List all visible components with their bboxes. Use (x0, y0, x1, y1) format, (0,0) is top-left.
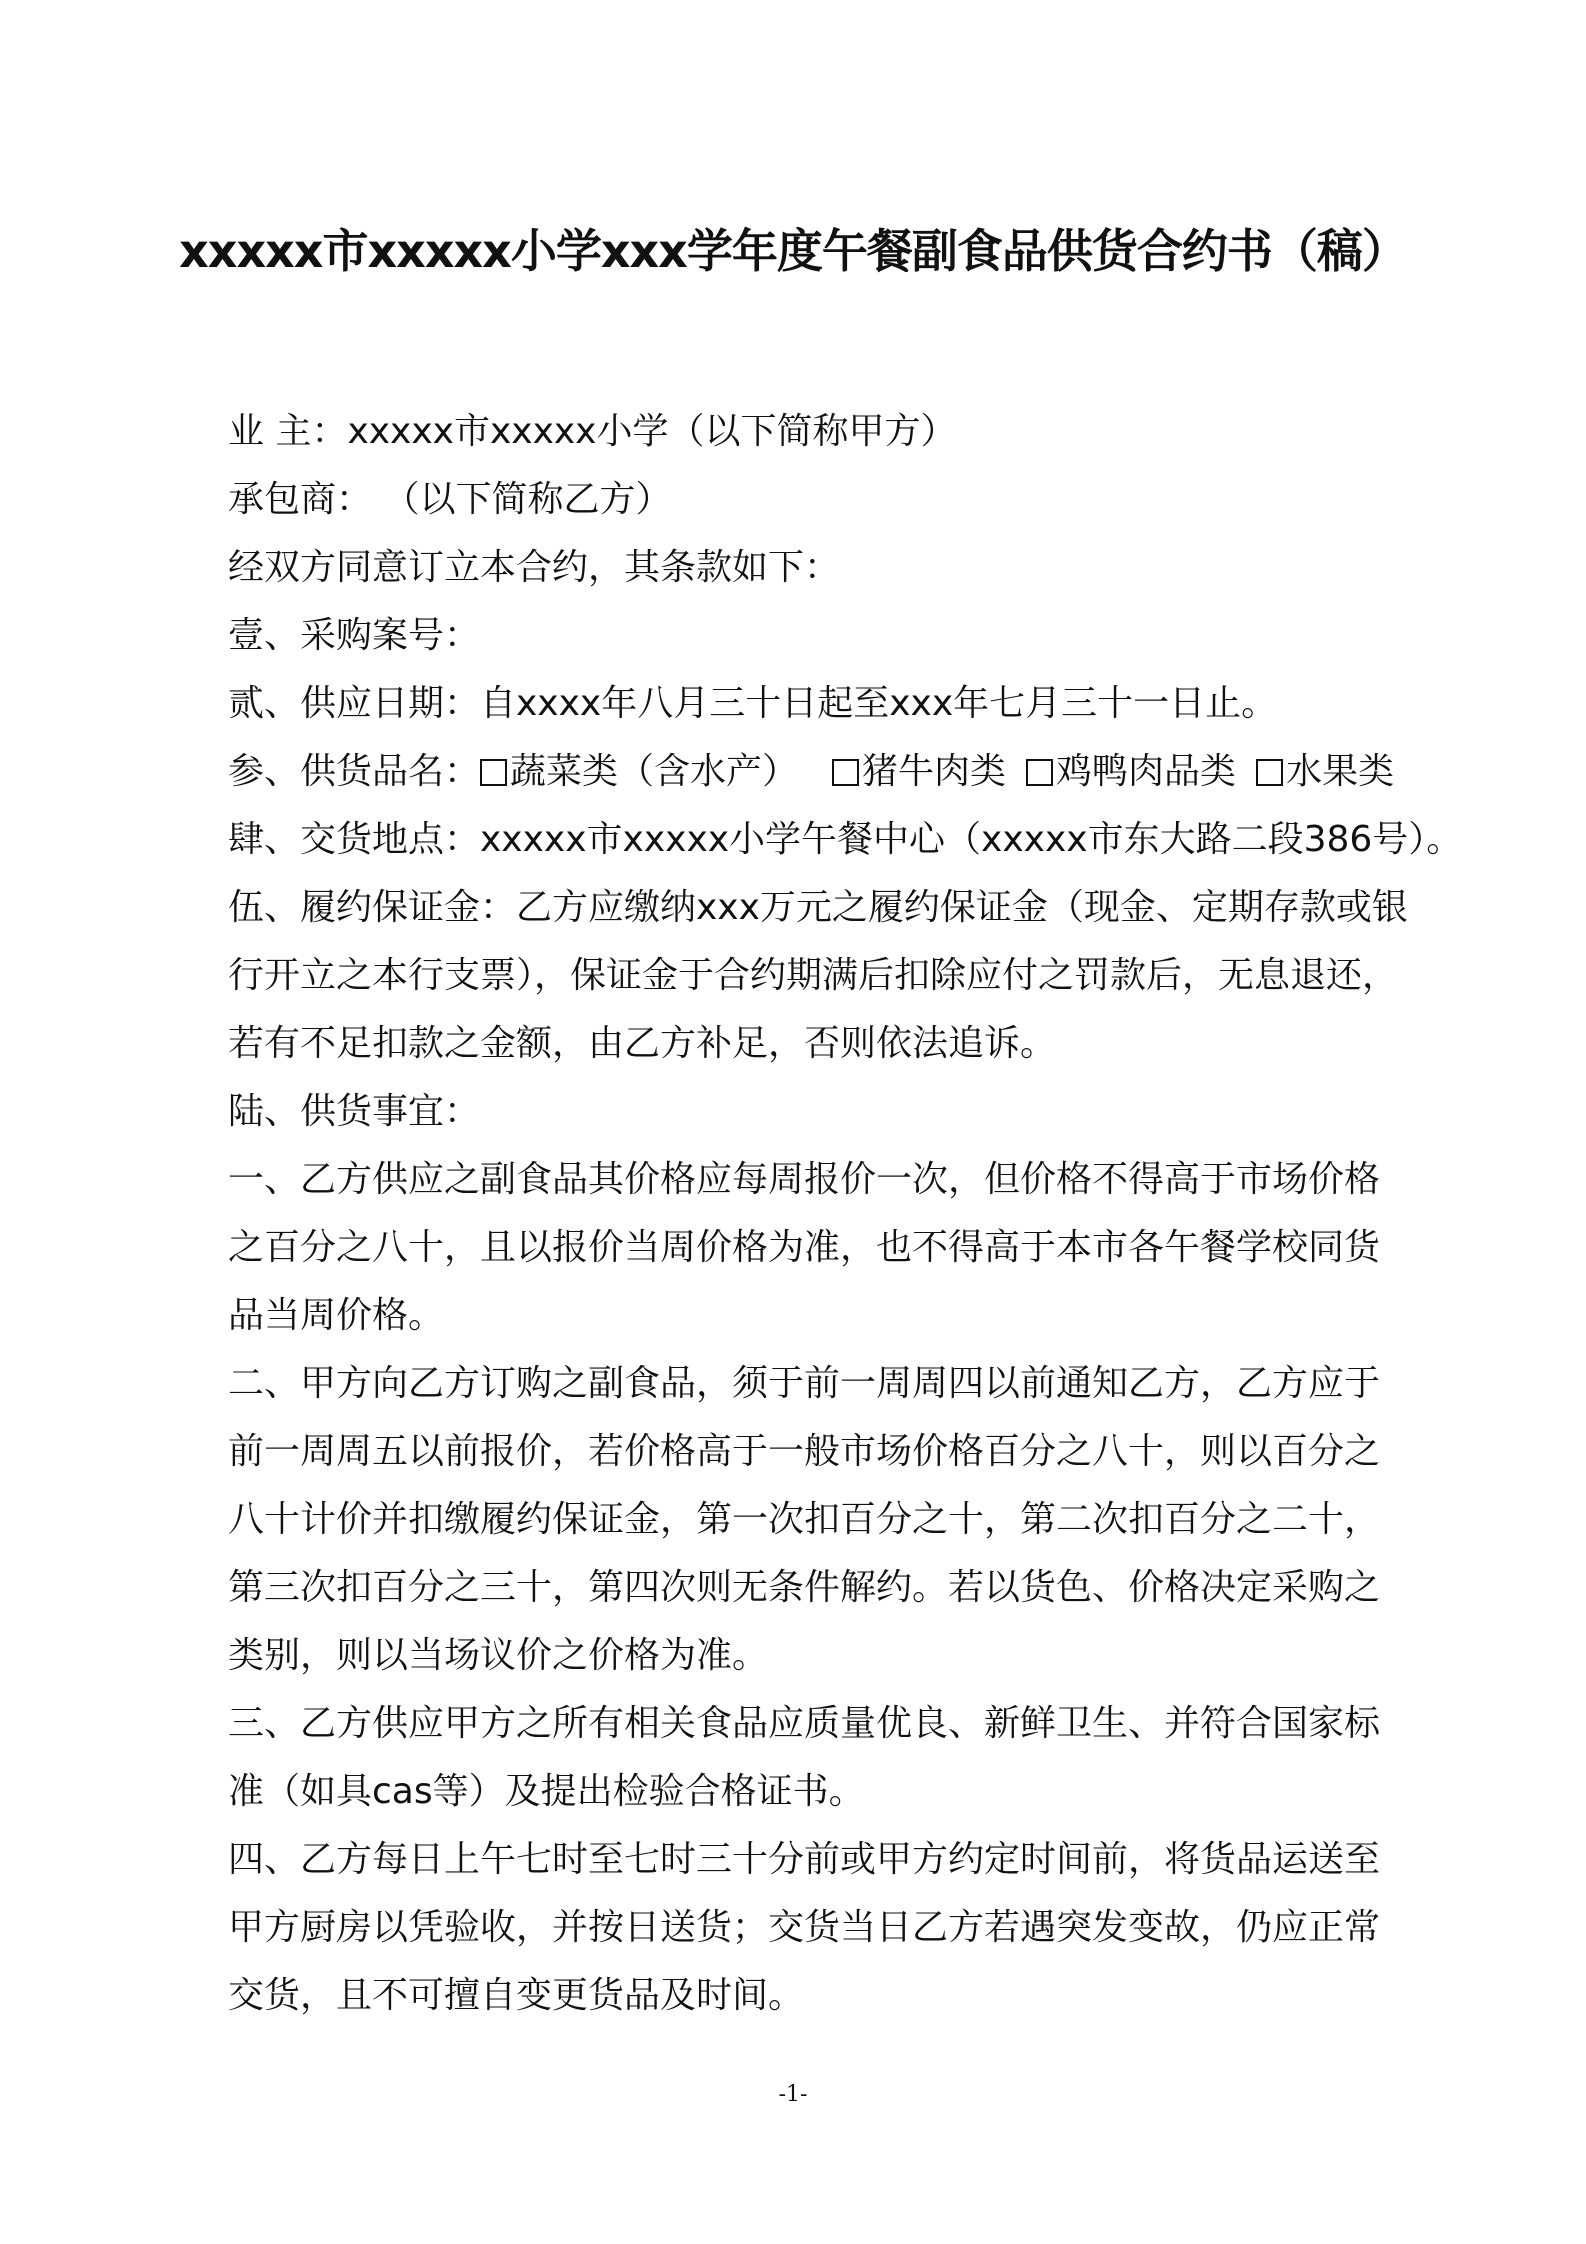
contract-body (228, 398, 1463, 2030)
clause-2-supply-period: 贰、供应日期：自xxxx年八月三十日起至xxx年七月三十一日止。 (228, 683, 1278, 724)
checkbox-icon (1026, 759, 1053, 786)
party-b-line: 承包商： （以下简称乙方） (228, 479, 672, 520)
item-1-line: 一、乙方供应之副食品其价格应每周报价一次，但价格不得高于市场价格 (228, 1159, 1381, 1200)
goods-option-label: 鸡鸭肉品类 (1056, 751, 1237, 792)
clause-3-goods-line (228, 738, 1428, 806)
page-number: -1- (778, 2082, 808, 2107)
item-2-line: 类别，则以当场议价之价格为准。 (228, 1635, 769, 1676)
clause-5-deposit-line: 行开立之本行支票），保证金于合约期满后扣除应付之罚款后，无息退还， (228, 955, 1399, 996)
goods-line-prefix: 参、供货品名： (228, 751, 481, 792)
goods-option-vegetables[interactable] (480, 738, 798, 806)
agreement-intro-line: 经双方同意订立本合约，其条款如下： (228, 547, 841, 588)
item-4-line: 交货，且不可擅自变更货品及时间。 (228, 1975, 805, 2016)
goods-option-label: 水果类 (1286, 751, 1395, 792)
item-2-line: 八十计价并扣缴履约保证金，第一次扣百分之十，第二次扣百分之二十， (228, 1499, 1381, 1540)
party-a-line: 业 主：xxxxx市xxxxx小学（以下简称甲方） (228, 411, 957, 452)
checkbox-icon (1256, 759, 1283, 786)
clause-4-delivery-location: 肆、交货地点：xxxxx市xxxxx小学午餐中心（xxxxx市东大路二段386号）。 (228, 819, 1463, 860)
goods-option-pork-beef[interactable] (832, 738, 1006, 806)
checkbox-icon (832, 759, 859, 786)
checkbox-icon (480, 759, 507, 786)
item-4-line: 甲方厨房以凭验收，并按日送货；交货当日乙方若遇突发变故，仍应正常 (228, 1907, 1381, 1948)
item-4-line: 四、乙方每日上午七时至七时三十分前或甲方约定时间前，将货品运送至 (228, 1839, 1381, 1880)
clause-6-heading: 陆、供货事宜： (228, 1091, 481, 1132)
document-title: xxxxx市xxxxx小学xxx学年度午餐副食品供货合约书（稿） (179, 224, 1407, 278)
item-3-line: 三、乙方供应甲方之所有相关食品应质量优良、新鲜卫生、并符合国家标 (228, 1703, 1381, 1744)
item-1-line: 之百分之八十，且以报价当周价格为准，也不得高于本市各午餐学校同货 (228, 1227, 1381, 1268)
goods-option-label: 蔬菜类（含水产） (510, 751, 799, 792)
item-2-line: 前一周周五以前报价，若价格高于一般市场价格百分之八十，则以百分之 (228, 1431, 1381, 1472)
goods-option-label: 猪牛肉类 (862, 751, 1007, 792)
item-2-line: 二、甲方向乙方订购之副食品，须于前一周周四以前通知乙方，乙方应于 (228, 1363, 1381, 1404)
item-3-line: 准（如具cas等）及提出检验合格证书。 (228, 1771, 865, 1812)
clause-1-case-number: 壹、采购案号： (228, 615, 481, 656)
goods-option-fruit[interactable] (1256, 738, 1394, 806)
clause-5-deposit-line: 伍、履约保证金：乙方应缴纳xxx万元之履约保证金（现金、定期存款或银 (228, 887, 1408, 928)
item-1-line: 品当周价格。 (228, 1295, 445, 1336)
item-2-line: 第三次扣百分之三十，第四次则无条件解约。若以货色、价格决定采购之 (228, 1567, 1381, 1608)
goods-option-poultry[interactable] (1026, 738, 1236, 806)
clause-5-deposit-line: 若有不足扣款之金额，由乙方补足，否则依法追诉。 (228, 1023, 1057, 1064)
